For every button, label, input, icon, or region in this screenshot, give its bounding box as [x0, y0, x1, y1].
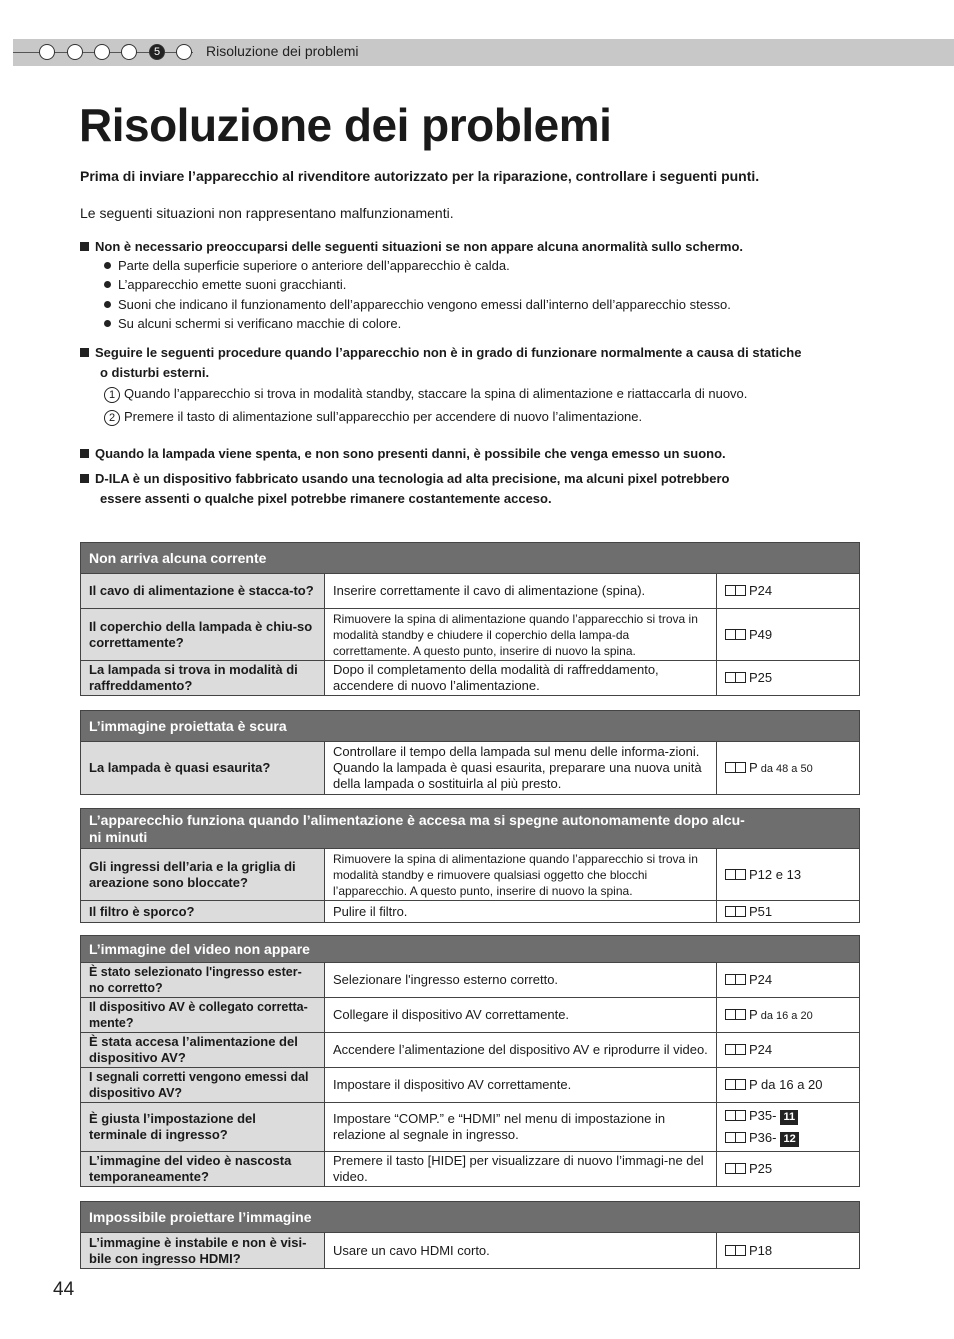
table-row: [81, 998, 860, 1033]
reference-cell: [717, 1233, 860, 1269]
bullet-text: Su alcuni schermi si verificano macchie di colore.: [118, 316, 402, 331]
reference-cell: [717, 963, 860, 998]
manual-page-icon: [725, 1110, 747, 1121]
manual-page-icon: [725, 1132, 747, 1143]
table-no-power: [80, 542, 860, 696]
solution-cell: Collegare il dispositivo AV correttamente.: [325, 998, 717, 1033]
problem-cell: Il cavo di alimentazione è stacca-to?: [81, 574, 325, 609]
table-row: [81, 1233, 860, 1269]
step-number: 1: [104, 387, 120, 403]
table-row: [81, 742, 860, 795]
manual-page-icon: [725, 1009, 747, 1020]
step-number: 2: [104, 410, 120, 426]
procedure-step: [104, 385, 747, 403]
reference-text: P: [749, 1006, 758, 1022]
reference-cell: [717, 849, 860, 901]
solution-cell: Selezionare l'ingresso esterno corretto.: [325, 963, 717, 998]
table-row: [81, 963, 860, 998]
solution-cell: Accendere l’alimentazione del dispositivo AV e riprodurre il video.: [325, 1033, 717, 1068]
reference-cell: [717, 742, 860, 795]
bullet-item: [104, 315, 401, 333]
reference-cell: [717, 1152, 860, 1187]
reference-text: P18: [749, 1242, 773, 1258]
step-indicator-3: [94, 44, 110, 60]
solution-cell: Rimuovere la spina di alimentazione quando l’apparecchio si trova in modalità standby e chiudere il coperchio della lampa-da correttamente. A questo punto, inserire di nuovo la spina.: [325, 609, 717, 661]
solution-cell: Pulire il filtro.: [325, 901, 717, 923]
solution-cell: Premere il tasto [HIDE] per visualizzare di nuovo l’immagi-ne del video.: [325, 1152, 717, 1187]
reference-text: P24: [749, 972, 773, 987]
problem-cell: L’immagine è instabile e non è visi-bile con ingresso HDMI?: [81, 1233, 325, 1269]
table-auto-shutdown: [80, 808, 860, 923]
table-row: [81, 1068, 860, 1103]
page-number: 44: [53, 1279, 75, 1300]
note-3: [80, 444, 726, 464]
bullet-text: Suoni che indicano il funzionamento dell’apparecchio vengono emessi dall’interno dell’apparecchio stesso.: [118, 297, 731, 312]
bullet-text: Parte della superficie superiore o anteriore dell’apparecchio è calda.: [118, 258, 510, 273]
solution-cell: Rimuovere la spina di alimentazione quando l’apparecchio si trova in modalità standby e rimuovere qualsiasi oggetto che blocchi l’apparecchio. A questo punto, inserire di nuovo la spina.: [325, 849, 717, 901]
reference-text: P49: [749, 626, 773, 642]
square-bullet-icon: [80, 449, 89, 458]
reference-text: P: [749, 759, 758, 775]
manual-page-icon: [725, 974, 747, 985]
manual-page-icon: [725, 1044, 747, 1055]
reference-text: P24: [749, 583, 773, 598]
reference-cell: [717, 901, 860, 923]
table-no-video: [80, 935, 860, 1187]
table-row: [81, 901, 860, 923]
reference-text: P12 e 13: [749, 866, 802, 882]
problem-cell: Il dispositivo AV è collegato corretta-mente?: [81, 998, 325, 1033]
reference-cell: [717, 661, 860, 696]
solution-cell: Impostare “COMP.” e “HDMI” nel menu di impostazione in relazione al segnale in ingresso.: [325, 1103, 717, 1152]
reference-text: P da 16 a 20: [749, 1077, 823, 1092]
note-4: [80, 469, 729, 509]
step-indicator-active: 5: [149, 44, 165, 60]
reference-text: P24: [749, 1042, 773, 1057]
reference-cell: [717, 574, 860, 609]
problem-cell: Il filtro è sporco?: [81, 901, 325, 923]
table-row: [81, 1152, 860, 1187]
reference-text: P35-: [749, 1108, 777, 1123]
reference-cell: [717, 1033, 860, 1068]
table-row: [81, 609, 860, 661]
square-bullet-icon: [80, 348, 89, 357]
table-dark-image: [80, 710, 860, 795]
reference-range: da 48 a 50: [757, 762, 813, 775]
problem-cell: Gli ingressi dell’aria e la griglia di areazione sono bloccate?: [81, 849, 325, 901]
reference-text: P25: [749, 1161, 773, 1176]
note-4-text-line1: D-ILA è un dispositivo fabbricato usando una tecnologia ad alta precisione, ma alcuni pixel potrebbero: [95, 471, 730, 486]
step-indicator-6: [176, 44, 192, 60]
problem-cell: È stata accesa l’alimentazione del dispositivo AV?: [81, 1033, 325, 1068]
reference-cell: [717, 1068, 860, 1103]
problem-cell: I segnali corretti vengono emessi dal dispositivo AV?: [81, 1068, 325, 1103]
table-title-line1: L’apparecchio funziona quando l’alimentazione è accesa ma si spegne autonomamente dopo alcu-: [89, 811, 745, 828]
table-row: [81, 574, 860, 609]
solution-cell: Inserire correttamente il cavo di alimentazione (spina).: [325, 574, 717, 609]
manual-page-icon: [725, 906, 747, 917]
problem-cell: La lampada si trova in modalità di raffreddamento?: [81, 661, 325, 696]
table-title: Impossibile proiettare l’immagine: [81, 1202, 860, 1233]
manual-page-icon: [725, 1163, 747, 1174]
manual-page-icon: [725, 1245, 747, 1256]
square-bullet-icon: [80, 242, 89, 251]
manual-page-icon: [725, 869, 747, 880]
menu-item-badge: 11: [780, 1110, 798, 1125]
table-row: [81, 1033, 860, 1068]
page-title: Risoluzione dei problemi: [79, 99, 612, 151]
note-2-text-line1: Seguire le seguenti procedure quando l’apparecchio non è in grado di funzionare normalmente a causa di statiche: [95, 345, 802, 360]
problem-cell: La lampada è quasi esaurita?: [81, 742, 325, 795]
table-title: [81, 809, 860, 849]
manual-page-icon: [725, 1079, 747, 1090]
solution-cell: Controllare il tempo della lampada sul menu delle informa-zioni. Quando la lampada è quasi esaurita, preparare una nuova unità della lampada o sostituirla al più presto.: [325, 742, 717, 795]
table-title-line2: ni minuti: [89, 828, 148, 845]
table-cannot-project: [80, 1201, 860, 1269]
step-indicator-2: [67, 44, 83, 60]
bullet-item: [104, 257, 510, 275]
manual-page-icon: [725, 672, 747, 683]
table-title: L’immagine proiettata è scura: [81, 711, 860, 742]
note-2: [80, 343, 801, 383]
reference-text: P25: [749, 670, 773, 685]
step-indicator-4: [121, 44, 137, 60]
manual-page-icon: [725, 762, 747, 773]
note-3-text: Quando la lampada viene spenta, e non sono presenti danni, è possibile che venga emesso un suono.: [95, 446, 726, 461]
problem-cell: È stato selezionato l'ingresso ester-no corretto?: [81, 963, 325, 998]
bullet-item: [104, 296, 731, 314]
reference-text: P36-: [749, 1130, 777, 1145]
bullet-item: [104, 276, 346, 294]
menu-item-badge: 12: [780, 1132, 798, 1147]
solution-cell: Usare un cavo HDMI corto.: [325, 1233, 717, 1269]
dot-bullet-icon: [104, 301, 111, 308]
manual-page-icon: [725, 585, 747, 596]
procedure-step: [104, 408, 642, 426]
step-text: Quando l’apparecchio si trova in modalità standby, staccare la spina di alimentazione e riattaccarla di nuovo.: [124, 386, 748, 401]
table-title: Non arriva alcuna corrente: [81, 543, 860, 574]
reference-cell: [717, 1103, 860, 1152]
step-indicator-1: [39, 44, 55, 60]
table-row: [81, 849, 860, 901]
note-1: [80, 237, 743, 257]
reference-range: da 16 a 20: [757, 1009, 813, 1022]
intro-bold: Prima di inviare l’apparecchio al rivenditore autorizzato per la riparazione, controllare i seguenti punti.: [80, 168, 760, 184]
header-title: Risoluzione dei problemi: [206, 43, 359, 59]
note-2-text-line2: o disturbi esterni.: [100, 365, 210, 380]
reference-text: P51: [749, 903, 773, 919]
problem-cell: È giusta l’impostazione del terminale di ingresso?: [81, 1103, 325, 1152]
reference-cell: [717, 998, 860, 1033]
manual-page-icon: [725, 629, 747, 640]
intro-text: Le seguenti situazioni non rappresentano malfunzionamenti.: [80, 205, 454, 221]
bullet-text: L’apparecchio emette suoni gracchianti.: [118, 277, 347, 292]
dot-bullet-icon: [104, 281, 111, 288]
solution-cell: Dopo il completamento della modalità di raffreddamento, accendere di nuovo l’alimentazione.: [325, 661, 717, 696]
problem-cell: L’immagine del video è nascosta temporaneamente?: [81, 1152, 325, 1187]
table-title: L’immagine del video non appare: [81, 936, 860, 963]
square-bullet-icon: [80, 474, 89, 483]
note-4-text-line2: essere assenti o qualche pixel potrebbe rimanere costantemente acceso.: [100, 491, 552, 506]
dot-bullet-icon: [104, 262, 111, 269]
table-row: [81, 1103, 860, 1152]
reference-cell: [717, 609, 860, 661]
dot-bullet-icon: [104, 320, 111, 327]
note-1-text: Non è necessario preoccuparsi delle seguenti situazioni se non appare alcuna anormalità sullo schermo.: [95, 239, 744, 254]
step-text: Premere il tasto di alimentazione sull’apparecchio per accendere di nuovo l’alimentazione.: [124, 409, 643, 424]
problem-cell: Il coperchio della lampada è chiu-so correttamente?: [81, 609, 325, 661]
table-row: [81, 661, 860, 696]
solution-cell: Impostare il dispositivo AV correttamente.: [325, 1068, 717, 1103]
